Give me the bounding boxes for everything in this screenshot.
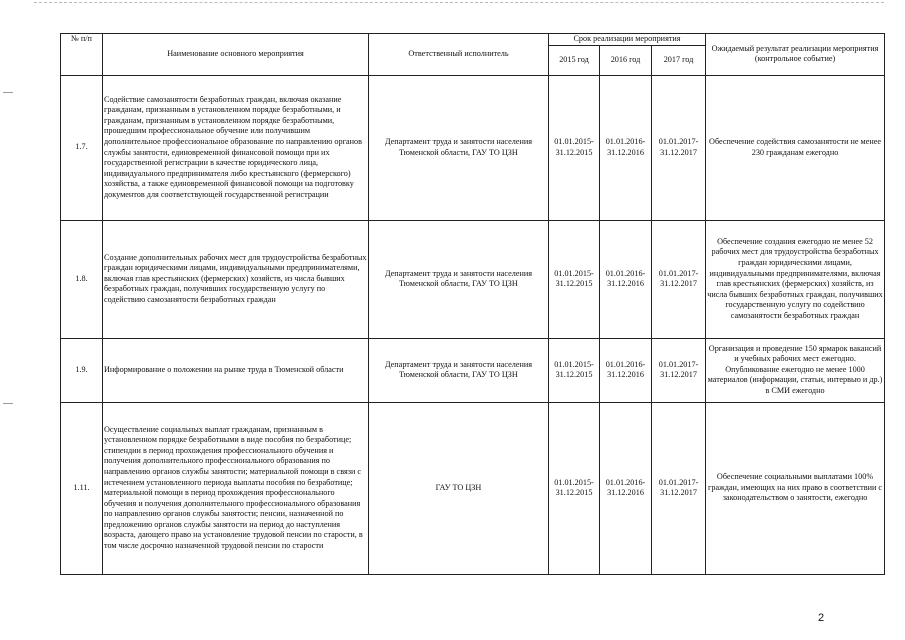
executor: Департамент труда и занятости населения Тюменской области, ГАУ ТО ЦЗН bbox=[369, 338, 549, 402]
activity-name: Информирование о положении на рынке труда в Тюменской области bbox=[103, 338, 369, 402]
table-row bbox=[61, 338, 885, 402]
expected-result: Обеспечение социальными выплатами 100% граждан, имеющих на них право в соответствии с законодательством о занятости, ежегодно bbox=[706, 402, 885, 574]
top-dashed-line bbox=[34, 2, 884, 3]
header-period: Срок реализации мероприятия bbox=[549, 34, 706, 46]
period-2016: 01.01.2016-31.12.2016 bbox=[600, 402, 652, 574]
activities-table bbox=[60, 33, 885, 575]
table-row bbox=[61, 220, 885, 338]
period-2017: 01.01.2017-31.12.2017 bbox=[652, 402, 706, 574]
period-2017: 01.01.2017-31.12.2017 bbox=[652, 75, 706, 220]
row-number: 1.8. bbox=[61, 220, 103, 338]
period-2016: 01.01.2016-31.12.2016 bbox=[600, 220, 652, 338]
period-2015: 01.01.2015-31.12.2015 bbox=[549, 75, 600, 220]
activity-name: Содействие самозанятости безработных граждан, включая оказание гражданам, признанным в установленном порядке безработными, и гражданам, признанным в установленном порядке безработными, прошедшим профессиональное обучение или получившим дополнительное профессиональное образование по направлению органов службы занятости, единовременной финансовой помощи при их государственной регистрации в качестве юридического лица, индивидуального предпринимателя либо крестьянского (фермерского) хозяйства, а также единовременной финансовой помощи на подготовку документов для соответствующей государственной регистрации bbox=[103, 75, 369, 220]
executor: ГАУ ТО ЦЗН bbox=[369, 402, 549, 574]
activity-name: Осуществление социальных выплат гражданам, признанным в установленном порядке безработными в виде пособия по безработице; стипендии в период прохождения профессионального обучения и получения дополнительного профессионального образования по направлению органов службы занятости; материальной помощи в связи с истечением установленного периода выплаты пособия по безработице; материальной помощи в период прохождения профессионального обучения и получения дополнительного профессионального образования по направлению органов службы занятости; пенсии, назначенной по предложению органов службы занятости на период до наступления возраста, дающего право на установление трудовой пенсии по старости, в том числе досрочно назначенной трудовой пенсии по старости bbox=[103, 402, 369, 574]
period-2017: 01.01.2017-31.12.2017 bbox=[652, 338, 706, 402]
header-year-2016: 2016 год bbox=[600, 45, 652, 75]
expected-result: Организация и проведение 150 ярмарок вакансий и учебных рабочих мест ежегодно. Опубликование ежегодно не менее 1000 материалов (информации, статьи, интервью и др.) в СМИ ежегодно bbox=[706, 338, 885, 402]
executor: Департамент труда и занятости населения Тюменской области, ГАУ ТО ЦЗН bbox=[369, 220, 549, 338]
table-row bbox=[61, 75, 885, 220]
header-executor: Ответственный исполнитель bbox=[369, 34, 549, 76]
period-2016: 01.01.2016-31.12.2016 bbox=[600, 75, 652, 220]
period-2015: 01.01.2015-31.12.2015 bbox=[549, 402, 600, 574]
page-number: 2 bbox=[818, 612, 825, 624]
header-num: № п/п bbox=[61, 34, 103, 76]
period-2016: 01.01.2016-31.12.2016 bbox=[600, 338, 652, 402]
margin-mark bbox=[3, 403, 13, 404]
period-2015: 01.01.2015-31.12.2015 bbox=[549, 338, 600, 402]
table-row bbox=[61, 402, 885, 574]
header-year-2017: 2017 год bbox=[652, 45, 706, 75]
header-result: Ожидаемый результат реализации мероприятия (контрольное событие) bbox=[706, 34, 885, 76]
period-2015: 01.01.2015-31.12.2015 bbox=[549, 220, 600, 338]
row-number: 1.9. bbox=[61, 338, 103, 402]
row-number: 1.7. bbox=[61, 75, 103, 220]
margin-mark bbox=[3, 92, 13, 93]
period-2017: 01.01.2017-31.12.2017 bbox=[652, 220, 706, 338]
header-name: Наименование основного мероприятия bbox=[103, 34, 369, 76]
expected-result: Обеспечение содействия самозанятости не менее 230 гражданам ежегодно bbox=[706, 75, 885, 220]
activity-name: Создание дополнительных рабочих мест для трудоустройства безработных граждан юридическими лицами, индивидуальными предпринимателями, включая глав крестьянских (фермерских) хозяйств, из числа бывших безработных граждан, получивших государственную услугу по содействию самозанятости безработных граждан bbox=[103, 220, 369, 338]
executor: Департамент труда и занятости населения Тюменской области, ГАУ ТО ЦЗН bbox=[369, 75, 549, 220]
header-row-1 bbox=[61, 34, 885, 46]
expected-result: Обеспечение создания ежегодно не менее 52 рабочих мест для трудоустройства безработных граждан юридическими лицами, индивидуальными предпринимателями, включая глав крестьянских (фермерских) хозяйств, из числа бывших безработных граждан, получивших государственную услугу по содействию самозанятости безработных граждан bbox=[706, 220, 885, 338]
header-year-2015: 2015 год bbox=[549, 45, 600, 75]
row-number: 1.11. bbox=[61, 402, 103, 574]
